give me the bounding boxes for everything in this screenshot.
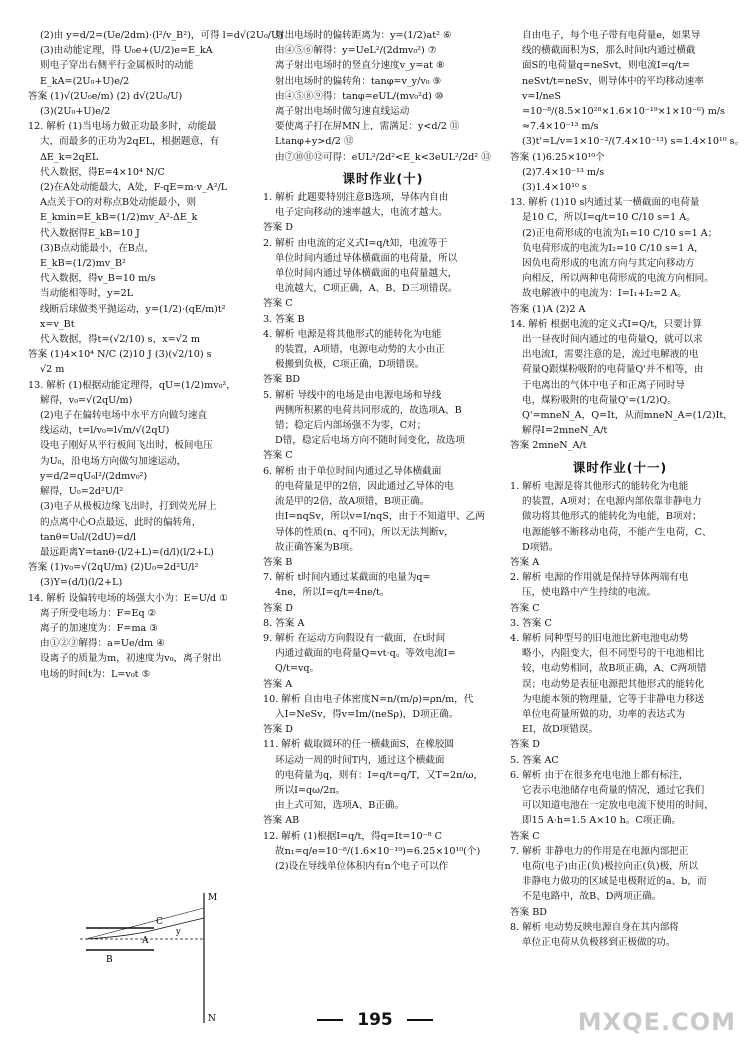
- text-line: (2)由 y=d/2=(Ue/2dm)·(l²/v_B²)，可得 l=d√(2U₀/U): [40, 30, 283, 41]
- text-line: 由④⑤⑥解得：y=UeL²/(2dmv₀²) ⑦: [275, 45, 437, 57]
- section-title-11: 课时作业(十一): [572, 459, 668, 475]
- text-line: 即15 A·h=1.5 A×10 h。C项正确。: [522, 815, 682, 827]
- text-line: (3)电子从极板边缘飞出时，打到荧光屏上: [40, 501, 217, 513]
- text-line: 答案 A: [263, 678, 293, 690]
- text-line: 离子射出电场时的竖直分速度v_y=at ⑧: [275, 60, 445, 72]
- text-line: 要使离子打在屏MN上，需满足：y<d/2 ⑪: [275, 121, 460, 133]
- text-line: 答案 (1)4×10⁴ N/C (2)10 J (3)(√2/10) s: [28, 349, 212, 361]
- text-line: 出电流I，需要注意的是，流过电解液的电: [522, 349, 699, 361]
- text-line: 向相反，所以两种电荷形成的电流方向相同。: [522, 273, 714, 285]
- text-line: 离子所受电场力：F=Eq ②: [40, 607, 157, 619]
- text-line: 答案 A: [510, 556, 540, 568]
- text-line: 答案 C: [510, 602, 540, 614]
- text-line: 的装置，A项对；在电源内部依靠非静电力: [522, 496, 702, 508]
- text-line: 最远距离Y=tanθ·(l/2+L)=(d/l)(l/2+L): [40, 546, 214, 558]
- text-line: 射出电场时的偏转距离为：y=(1/2)at² ⑥: [275, 30, 452, 41]
- text-line: 的装置，A项错，电源电动势的大小由正: [275, 344, 446, 356]
- text-line: 做功将其他形式的能转化为电能，B项对；: [522, 511, 702, 523]
- text-line: 单位时间内通过导体横截面的电荷量，所以: [275, 252, 458, 264]
- text-line: 的点离中心O点最远，此时的偏转角，: [40, 516, 202, 528]
- text-line: (2)电子在偏转电场中水平方向做匀速直: [40, 410, 208, 422]
- text-line: ≈7.4×10⁻¹³ m/s: [522, 121, 599, 133]
- text-line: 入I=NeSv，得v=Im/(neSρ)，D项正确。: [275, 708, 459, 720]
- text-line: 电流越大，C项正确，A、B、D三项错误。: [275, 283, 458, 295]
- text-line: x=v_Bt: [40, 318, 75, 330]
- text-line: 8. 答案 A: [263, 617, 305, 629]
- text-line: 答案 (1)v₀=√(2qU/m) (2)U₀=2d²U/l²: [28, 562, 199, 574]
- text-line: 解得，v₀=√(2qU/m): [40, 394, 133, 406]
- text-line: 离子射出电场时做匀速直线运动: [275, 106, 410, 118]
- text-line: 自由电子，每个电子带有电荷量e，如果导: [522, 30, 701, 41]
- text-line: 略小，内阻变大，但不同型号的干电池相比: [522, 648, 705, 660]
- text-line: 10. 解析 自由电子体密度N=n/(m/ρ)=ρn/m，代: [263, 693, 474, 705]
- text-line: 4. 解析 同种型号的旧电池比新电池电动势: [510, 632, 689, 644]
- text-line: (3)B点动能最小，在B点，: [40, 242, 155, 254]
- text-line: 4ne，所以I=q/t=4ne/t。: [275, 587, 390, 599]
- footer-dash-right: [407, 1019, 433, 1021]
- text-line: 极搬到负极，C项正确，D项错误。: [275, 359, 425, 371]
- text-line: 压，使电路中产生持续的电流。: [522, 587, 657, 599]
- text-line: ΔE_k=2qEL: [40, 151, 99, 163]
- text-line: 因负电荷形成的电流方向与其定向移动方: [522, 258, 695, 270]
- text-line: 答案 C: [263, 298, 293, 310]
- text-line: 线运动，t=l/v₀=l√m/√(2qU): [40, 425, 170, 437]
- text-line: =10⁻⁸/(8.5×10²⁸×1.6×10⁻¹⁹×1×10⁻⁶) m/s: [522, 106, 725, 118]
- text-line: 为电能本领的物理量，它等于非静电力移送: [522, 693, 705, 705]
- text-line: (2)7.4×10⁻¹³ m/s: [522, 166, 605, 178]
- label-a: A: [142, 936, 149, 946]
- text-line: 流是甲的2倍，故A项错，B项正确。: [275, 496, 430, 508]
- text-line: 导体的性质(n、q不同)，所以无法判断v，: [275, 526, 454, 538]
- text-line: (3)Y=(d/l)(l/2+L): [40, 577, 123, 589]
- text-line: 单位时间内通过导体横截面的电荷量越大，: [275, 268, 458, 280]
- text-line: 代入数据得E_kB=10 J: [40, 227, 140, 239]
- text-line: 由①②③解得：a=Ue/dm ④: [40, 638, 165, 650]
- text-line: 11. 解析 截取圆环的任一横截面S，在橡胶圆: [263, 739, 455, 751]
- text-line: y=d/2=qU₀l²/(2dmv₀²): [40, 470, 148, 482]
- text-line: EI，故D项错误。: [522, 724, 599, 736]
- text-line: (2)在A处动能最大，A处，F-qE=m·v_A²/L: [40, 182, 228, 194]
- text-line: 电场的时间t为：L=v₀t ⑤: [40, 668, 151, 680]
- text-line: 2. 解析 电源的作用就是保持导体两端有电: [510, 572, 689, 584]
- text-line: 14. 解析 根据电流的定义式I=Q/t，只要计算: [510, 318, 703, 330]
- text-line: 答案 D: [263, 602, 293, 614]
- text-line: 两侧所积累的电荷共同形成的，故选项A、B: [275, 404, 462, 416]
- text-line: 由④⑤⑧⑨得：tanφ=eUL/(mv₀²d) ⑩: [275, 90, 444, 102]
- text-line: D项错。: [522, 541, 559, 553]
- column-middle: [263, 28, 503, 874]
- text-line: 答案 D: [510, 739, 540, 751]
- text-line: 答案 (1)√(2U₀e/m) (2) d√(2U₀/U): [28, 90, 183, 102]
- text-line: (2)设在导线单位体积内有n个电子可以作: [275, 860, 449, 872]
- text-line: 13. 解析 (1)10 s内通过某一横截面的电荷量: [510, 197, 700, 209]
- text-line: 5. 解析 导线中的电场是由电源电场和导线: [263, 389, 442, 401]
- text-line: 3. 答案 B: [263, 313, 305, 325]
- text-line: 由I=nqSv，所以v=I/nqS，由于不知道甲、乙两: [275, 511, 485, 523]
- text-line: E_kA=(2U₀+U)e/2: [40, 75, 130, 87]
- label-b: B: [106, 955, 113, 965]
- text-line: 离子的加速度为：F=ma ③: [40, 622, 158, 634]
- text-line: 电荷(电子)由正(负)极拉向正(负)极，所以: [522, 860, 698, 872]
- text-line: 是10 C，所以I=q/t=10 C/10 s=1 A。: [522, 212, 696, 224]
- text-line: 线的横截面积为S，那么时间t内通过横截: [522, 45, 696, 57]
- text-line: E_kB=(1/2)mv_B²: [40, 258, 126, 270]
- text-line: 电源能够不断移动电荷，不能产生电荷，C、: [522, 526, 712, 538]
- label-n: N: [208, 1014, 216, 1024]
- text-line: E_kmin=E_kB=(1/2)mv_A²-ΔE_k: [40, 212, 198, 224]
- text-line: 故电解液中的电流为：I=I₁+I₂=2 A。: [522, 288, 687, 300]
- label-c: C: [156, 917, 163, 927]
- text-line: tanθ=U₀l/(2dU)=d/l: [40, 531, 137, 543]
- text-line: 可以知道电池在一定放电电流下使用的时间，: [522, 800, 714, 812]
- text-line: 的电荷量为q，则有：I=q/t=q/T，又T=2π/ω，: [275, 769, 484, 781]
- text-line: 6. 解析 由于在很多充电电池上都有标注，: [510, 769, 689, 781]
- text-line: 7. 解析 非静电力的作用是在电源内部把正: [510, 845, 689, 857]
- middle-top-lines: [263, 28, 503, 165]
- text-line: 较，电动势相同，故B项正确，A、C两项错: [522, 663, 707, 675]
- text-line: 线断后球做类平抛运动，y=(1/2)·(qE/m)t²: [40, 303, 226, 315]
- text-line: 答案 BD: [263, 374, 300, 386]
- text-line: √2 m: [40, 364, 65, 376]
- text-line: 故n₁=q/e=10⁻⁸/(1.6×10⁻¹⁹)=6.25×10¹⁰(个): [275, 845, 481, 857]
- text-line: 解得，U₀=2d²U/l²: [40, 486, 124, 498]
- text-line: 答案 D: [263, 724, 293, 736]
- text-line: v=I/neS: [522, 90, 561, 102]
- right-body-lines: [510, 479, 730, 950]
- text-line: 14. 解析 设偏转电场的场强大小为：E=U/d ①: [28, 592, 228, 604]
- text-line: 1. 解析 电源是将其他形式的能转化为电能: [510, 480, 689, 492]
- label-m: M: [208, 893, 218, 903]
- text-line: 答案 (1)A (2)2 A: [510, 303, 586, 315]
- text-line: 错；稳定后内部场强不为零，C对；: [275, 420, 427, 432]
- text-line: neSvt/t=neSv，则导体中的平均移动速率: [522, 75, 704, 87]
- deflection-diagram: [76, 888, 226, 1028]
- text-line: Q'=mneN_A，Q=It，从而mneN_A=(1/2)It，: [522, 410, 733, 422]
- label-y: y: [176, 927, 181, 936]
- text-line: 答案 C: [510, 830, 540, 842]
- text-line: 3. 答案 C: [510, 617, 552, 629]
- middle-body-lines: [263, 190, 503, 874]
- text-line: 出一昼夜时间内通过的电荷量Q，就可以求: [522, 334, 703, 346]
- text-line: 单位正电荷从负极移到正极做的功。: [522, 936, 676, 948]
- text-line: 所以I=qω/2π。: [275, 784, 346, 796]
- text-line: 设离子的质量为m，初速度为v₀，离子射出: [40, 653, 222, 665]
- text-line: 负电荷形成的电流为I₂=10 C/10 s=1 A，: [522, 242, 704, 254]
- column-right: [510, 28, 745, 950]
- text-line: 代入数据，得t=(√2/10) s，x=√2 m: [40, 334, 200, 346]
- text-line: 射出电场时的偏转角：tanφ=v_y/v₀ ⑨: [275, 75, 442, 87]
- section-title-10: 课时作业(十): [342, 170, 424, 186]
- footer-dash-left: [317, 1019, 343, 1021]
- text-line: 为U₀，沿电场方向做匀加速运动，: [40, 455, 187, 467]
- text-line: 则电子穿出右侧平行金属板时的动能: [40, 60, 194, 72]
- text-line: 不是电路中，故B、D两项正确。: [522, 891, 662, 903]
- text-line: A点关于O的对称点B处动能最小，则: [40, 197, 197, 209]
- text-line: (3)(2U₀+U)e/2: [40, 106, 111, 118]
- text-line: 当动能相等时，y=2L: [40, 288, 134, 300]
- text-line: 1. 解析 此题要特别注意B选项，导体内自由: [263, 192, 449, 204]
- text-line: 非静电力做功的区域是电极附近的a、b，而: [522, 876, 707, 888]
- right-top-lines: [510, 28, 745, 454]
- text-line: 答案 D: [263, 222, 293, 234]
- text-line: (3)由动能定理，得 U₀e+(U/2)e=E_kA: [40, 45, 213, 57]
- text-line: (3)t'=L/v=1×10⁻²/(7.4×10⁻¹³) s=1.4×10¹⁰ s。: [522, 136, 745, 148]
- text-line: 误；电动势是表征电源把其他形式的能转化: [522, 678, 705, 690]
- text-line: Q/t=vq。: [275, 663, 320, 675]
- text-line: 由⑦⑩⑪⑫可得：eUL²/2d²<E_k<3eUL²/2d² ⑬: [275, 151, 491, 163]
- text-line: 7. 解析 t时间内通过某截面的电量为q=: [263, 572, 431, 584]
- text-line: 答案 BD: [510, 906, 547, 918]
- text-line: 于电离出的气体中电子和正离子同时导: [522, 379, 686, 391]
- text-line: 代入数据，得E=4×10⁴ N/C: [40, 166, 165, 178]
- text-line: 2. 解析 由电流的定义式I=q/t知，电流等于: [263, 237, 448, 249]
- text-line: (3)1.4×10¹⁰ s: [522, 182, 587, 194]
- text-line: D错，稳定后电场方向不随时间变化，故选项: [275, 435, 465, 447]
- text-line: 4. 解析 电源是将其他形式的能转化为电能: [263, 328, 442, 340]
- text-line: 答案 (1)6.25×10¹⁰个: [510, 151, 605, 163]
- text-line: 它表示电池储存电荷量的情况，通过它我们: [522, 784, 705, 796]
- text-line: 解得I=2mneN_A/t: [522, 425, 608, 437]
- text-line: Ltanφ+y>d/2 ⑫: [275, 136, 354, 148]
- text-line: 6. 解析 由于单位时间内通过乙导体横截面: [263, 465, 442, 477]
- text-line: 电子定向移动的速率越大，电流才越大。: [275, 207, 448, 219]
- text-line: (2)正电荷形成的电流为I₁=10 C/10 s=1 A；: [522, 227, 718, 239]
- text-line: 8. 解析 电动势反映电源自身在其内部将: [510, 921, 679, 933]
- text-line: 9. 解析 在运动方向假设有一截面，在t时间: [263, 632, 446, 644]
- text-line: 代入数据，得v_B=10 m/s: [40, 273, 156, 285]
- text-line: 单位电荷量所做的功，功率的表达式为: [522, 708, 686, 720]
- watermark: MXQE.COM: [577, 1008, 736, 1036]
- text-line: 5. 答案 AC: [510, 754, 559, 766]
- text-line: 故正确答案为B项。: [275, 541, 359, 553]
- text-line: 内通过截面的电荷量Q=vt·q。等效电流I=: [275, 648, 456, 660]
- text-line: 大，而最多的正功为2qEL，根据题意，有: [40, 136, 220, 148]
- text-line: 答案 C: [263, 450, 293, 462]
- text-line: 荷量Q跟煤粉吸附的电荷量Q'并不相等，由: [522, 364, 704, 376]
- page-number: 195: [357, 1010, 393, 1030]
- text-line: 12. 解析 (1)根据I=q/t，得q=It=10⁻⁸ C: [263, 830, 442, 842]
- text-line: 设电子刚好从平行板间飞出时，板间电压: [40, 440, 213, 452]
- text-line: 12. 解析 (1)当电场力做正功最多时，动能最: [28, 121, 217, 133]
- text-line: 由上式可知，选项A、B正确。: [275, 800, 405, 812]
- text-line: 答案 2mneN_A/t: [510, 440, 587, 452]
- text-line: 答案 B: [263, 556, 293, 568]
- trajectory-lower: [86, 908, 204, 939]
- text-line: 的电荷量是甲的2倍，因此通过乙导体的电: [275, 480, 454, 492]
- text-line: 面S的电荷量q=neSvt，则电流I=q/t=: [522, 60, 690, 72]
- text-line: 答案 AB: [263, 815, 300, 827]
- text-line: 电，煤粉吸附的电荷量Q'=(1/2)Q。: [522, 394, 677, 406]
- text-line: 环运动一周的时间T内，通过这个横截面: [275, 754, 445, 766]
- text-line: 13. 解析 (1)根据动能定理得，qU=(1/2)mv₀²，: [28, 379, 236, 391]
